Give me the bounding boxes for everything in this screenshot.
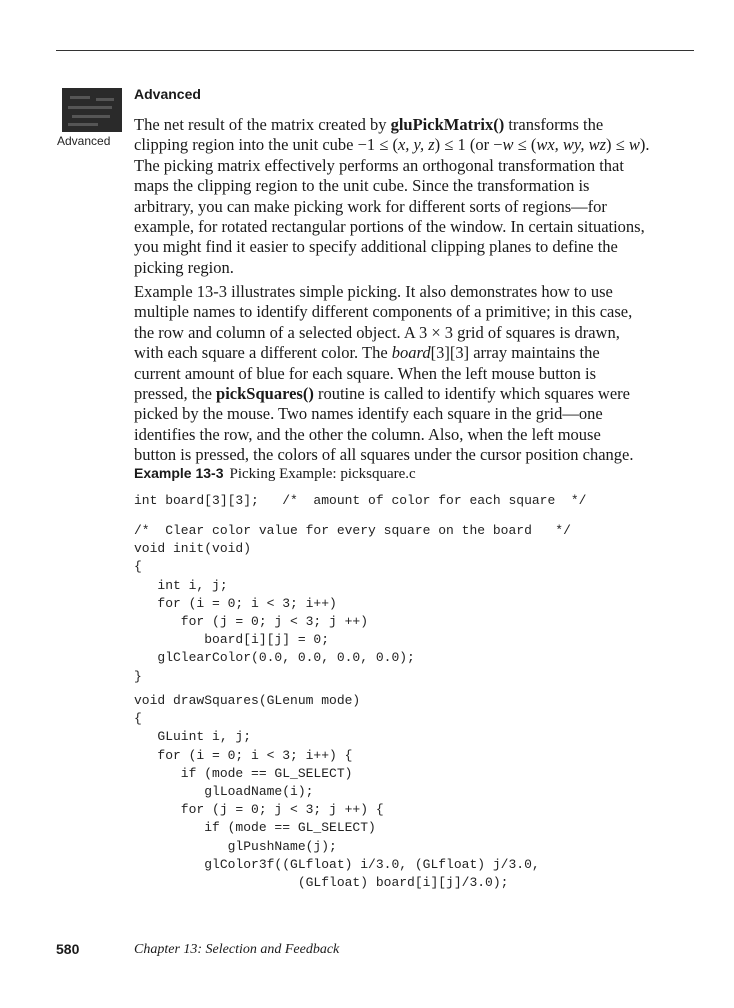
text-line: Example 13-3 illustrates simple picking. It also demonstrates how to use <box>134 282 613 301</box>
paragraph-example-intro <box>134 282 694 466</box>
text-line: button is pressed, the colors of all squares under the cursor position change. <box>134 445 634 465</box>
code-block-draw-squares: void drawSquares(GLenum mode) { GLuint i, j; for (i = 0; i < 3; i++) { if (mode == GL_SELECT) glLoadName(i); for (j = 0; j < 3; j ++) { if (mode == GL_SELECT) glPushName(j); glColor3f((GLfloat) i/3.0, (GLfloat) j/3.0, (GLfloat) board[i][j]/3.0); <box>134 693 540 891</box>
text-line: picking region. <box>134 257 234 277</box>
function-name: gluPickMatrix() <box>390 115 505 134</box>
text-line: example, for rotated rectangular portions of the window. In certain situations, <box>134 217 645 237</box>
advanced-topic-icon <box>62 88 122 132</box>
chapter-footer: Chapter 13: Selection and Feedback <box>134 942 340 957</box>
example-label: Example 13-3 <box>134 465 224 481</box>
text-line: The net result of the matrix created by gluPickMatrix() transforms the <box>134 115 604 134</box>
text-line: pressed, the pickSquares() routine is called to identify which squares were <box>134 384 630 404</box>
italic-term: w <box>502 135 514 155</box>
italic-term: x, y, z <box>397 135 435 155</box>
code-block-board: int board[3][3]; /* amount of color for each square */ <box>134 493 587 508</box>
italic-term: wx, wy, wz <box>536 135 607 155</box>
example-caption <box>134 465 416 483</box>
section-heading: Advanced <box>134 86 201 102</box>
text-line: identifies the row, and the other the column. Also, when the left mouse <box>134 424 601 444</box>
function-name: pickSquares() <box>216 384 314 404</box>
text-line: with each square a different color. The board[3][3] array maintains the <box>134 343 600 363</box>
text-line: the row and column of a selected object. A 3 × 3 grid of squares is drawn, <box>134 322 620 342</box>
text-line: you might find it easier to specify additional clipping planes to define the <box>134 237 618 257</box>
text-line: arbitrary, you can make picking work for different sorts of regions—for <box>134 196 607 216</box>
example-title: Picking Example: picksquare.c <box>229 466 416 482</box>
page-number: 580 <box>56 941 80 957</box>
italic-term: board <box>391 343 431 363</box>
text-line: clipping region into the unit cube −1 ≤ (x, y, z) ≤ 1 (or −w ≤ (wx, wy, wz) ≤ w). <box>134 135 650 155</box>
italic-term: w <box>628 135 640 155</box>
text-line: The picking matrix effectively performs an orthogonal transformation that <box>134 155 624 175</box>
text-line: picked by the mouse. Two names identify each square in the grid—one <box>134 404 603 424</box>
paragraph-pick-matrix <box>134 115 694 278</box>
text-line: current amount of blue for each square. When the left mouse button is <box>134 363 597 383</box>
text-line: maps the clipping region to the unit cube. Since the transformation is <box>134 176 590 196</box>
code-block-init: /* Clear color value for every square on the board */ void init(void) { int i, j; for (i = 0; i < 3; i++) for (j = 0; j < 3; j ++) board[i][j] = 0; glClearColor(0.0, 0.0, 0.0, 0.0); } <box>134 523 571 684</box>
advanced-caption: Advanced <box>57 134 111 148</box>
header-rule <box>56 50 694 51</box>
text-line: multiple names to identify different components of a primitive; in this case, <box>134 302 633 322</box>
